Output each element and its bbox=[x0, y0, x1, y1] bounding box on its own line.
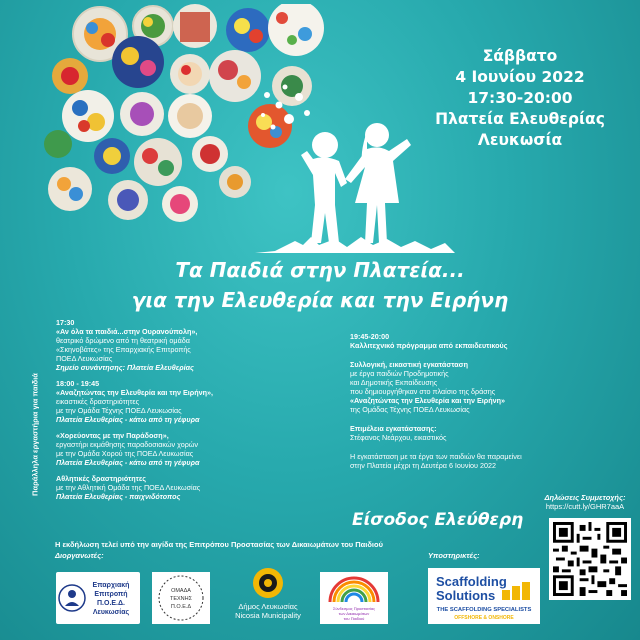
qr-code-pattern bbox=[553, 522, 627, 596]
team-logo-text: Π.Ο.Ε.Δ bbox=[170, 604, 192, 610]
curation-title: Επιμέλεια εγκατάστασης: bbox=[350, 424, 437, 433]
program-line: εργαστήρι εκμάθησης παραδοσιακών χορών bbox=[56, 440, 199, 449]
program-item bbox=[56, 474, 316, 501]
installation-info bbox=[350, 360, 610, 414]
installation-title: Συλλογική, εικαστική εγκατάσταση bbox=[350, 360, 468, 369]
program-line: με την Ομάδα Τέχνης ΠΟΕΔ Λευκωσίας bbox=[56, 406, 182, 415]
program-line: θεατρικό δρώμενο από τη θεατρική ομάδα bbox=[56, 336, 190, 345]
scaffolding-tagline: OFFSHORE & ONSHORE bbox=[454, 615, 514, 621]
installation-note bbox=[350, 452, 610, 470]
sponsors-label: Υποστηρικτές: bbox=[428, 551, 480, 560]
installation-line: και Δημοτικής Εκπαίδευσης bbox=[350, 378, 438, 387]
scaffolding-logo-text: Solutions bbox=[436, 588, 496, 603]
curation-name: Στέφανος Νεάρχου, εικαστικός bbox=[350, 433, 447, 442]
program-place: Πλατεία Ελευθερίας - παιχνιδότοπος bbox=[56, 492, 181, 501]
program-place: Πλατεία Ελευθερίας - κάτω από τη γέφυρα bbox=[56, 458, 200, 467]
poed-nicosia-logo bbox=[56, 572, 140, 624]
municipality-emblem-icon bbox=[248, 566, 288, 600]
scaffolding-logo-text: Scaffolding bbox=[436, 574, 507, 589]
program-line: με την Ομάδα Χορού της ΠΟΕΔ Λευκωσίας bbox=[56, 449, 194, 458]
association-logo-text: των Δικαιωμάτων bbox=[338, 611, 370, 616]
note-line: στην Πλατεία μέχρι τη Δευτέρα 6 Ιουνίου 2022 bbox=[350, 461, 496, 470]
event-info bbox=[420, 46, 620, 151]
program-item bbox=[56, 318, 316, 372]
main-title-line2: για την Ελευθερία και την Ειρήνη bbox=[131, 288, 509, 312]
program-item bbox=[56, 431, 316, 467]
parallel-workshops-label bbox=[30, 345, 40, 525]
program-left-column bbox=[56, 318, 316, 508]
free-entry-text: Είσοδος Ελεύθερη bbox=[352, 510, 524, 530]
parallel-workshops-text: Παράλληλα εργαστήρια για παιδιά bbox=[30, 373, 40, 496]
program-time: 18:00 - 19:45 bbox=[56, 379, 100, 388]
team-logo-text: ΤΕΧΝΗΣ bbox=[169, 596, 193, 602]
installation-team: της Ομάδας Τέχνης ΠΟΕΔ Λευκωσίας bbox=[350, 405, 470, 414]
installation-action: «Αναζητώντας την Ελευθερία και την Ειρήνη» bbox=[350, 396, 506, 405]
association-logo-text: Σύνδεσμος Προστασίας bbox=[333, 606, 375, 611]
organizers-label: Διοργανωτές: bbox=[55, 551, 104, 560]
rsvp-info bbox=[535, 493, 635, 511]
auspice-text: Η εκδήλωση τελεί υπό την αιγίδα της Επιτρόπου Προστασίας των Δικαιωμάτων του Παιδιού bbox=[55, 540, 383, 549]
program-title: «Αναζητώντας την Ελευθερία και την Ειρήνη», bbox=[56, 388, 214, 397]
program-line: με την Αθλητική Ομάδα της ΠΟΕΔ Λευκωσίας bbox=[56, 483, 201, 492]
association-logo-text: του Παιδιού bbox=[343, 616, 365, 621]
scaffolding-solutions-logo bbox=[428, 568, 540, 624]
nicosia-municipality-logo bbox=[228, 566, 308, 620]
program-time: 17:30 bbox=[56, 318, 75, 327]
event-time: 17:30-20:00 bbox=[467, 89, 573, 107]
curation-info bbox=[350, 424, 610, 442]
event-day: Σάββατο bbox=[482, 47, 558, 65]
qr-code[interactable] bbox=[549, 518, 631, 600]
program-title: «Χορεύοντας με την Παράδοση», bbox=[56, 431, 169, 440]
event-date: 4 Ιουνίου 2022 bbox=[455, 68, 585, 86]
program-item bbox=[350, 332, 610, 350]
program-place: Σημείο συνάντησης: Πλατεία Ελευθερίας bbox=[56, 363, 194, 372]
program-line: εικαστικές δραστηριότητες bbox=[56, 397, 140, 406]
installation-line: που δημιουργήθηκαν στο πλαίσιο της δράσης bbox=[350, 387, 496, 396]
program-title: Αθλητικές δραστηριότητες bbox=[56, 474, 146, 483]
municipality-name-gr: Δήμος Λευκωσίας bbox=[238, 602, 298, 611]
children-rights-association-logo bbox=[320, 572, 388, 624]
poed-logo-text: Λευκωσίας bbox=[92, 609, 130, 616]
event-place: Πλατεία Ελευθερίας bbox=[435, 110, 605, 128]
poed-logo-text: Επαρχιακή bbox=[92, 582, 130, 589]
main-title-line1: Τα Παιδιά στην Πλατεία... bbox=[175, 258, 465, 282]
program-title: «Αν όλα τα παιδιά...στην Ουρανούπολη», bbox=[56, 327, 198, 336]
municipality-name-en: Nicosia Municipality bbox=[235, 611, 301, 620]
program-place: Πλατεία Ελευθερίας - κάτω από τη γέφυρα bbox=[56, 415, 200, 424]
note-line: Η εγκατάσταση με τα έργα των παιδιών θα παραμείνει bbox=[350, 452, 522, 461]
program-time: 19:45-20:00 bbox=[350, 332, 390, 341]
program-title: Καλλιτεχνικό πρόγραμμα από εκπαιδευτικούς bbox=[350, 341, 508, 350]
poed-logo-text: Π.Ο.Ε.Δ. bbox=[97, 600, 125, 607]
installation-line: με έργα παιδιών Προδημοτικής bbox=[350, 369, 449, 378]
rsvp-label: Δηλώσεις Συμμετοχής: bbox=[544, 493, 626, 502]
poed-logo-text: Επιτροπή bbox=[94, 591, 128, 598]
rsvp-link[interactable]: https://cutt.ly/GHR7aaA bbox=[545, 502, 625, 511]
program-item bbox=[56, 379, 316, 424]
poed-art-team-logo bbox=[152, 572, 210, 624]
program-line: ΠΟΕΔ Λευκωσίας bbox=[56, 354, 113, 363]
program-right-column bbox=[350, 332, 610, 477]
team-logo-text: ΟΜΑΔΑ bbox=[171, 588, 191, 594]
event-city: Λευκωσία bbox=[477, 131, 563, 149]
program-line: «Σκηνοβάτες» της Επαρχιακής Επιτροπής bbox=[56, 345, 191, 354]
scaffolding-tagline: THE SCAFFOLDING SPECIALISTS bbox=[436, 607, 532, 613]
